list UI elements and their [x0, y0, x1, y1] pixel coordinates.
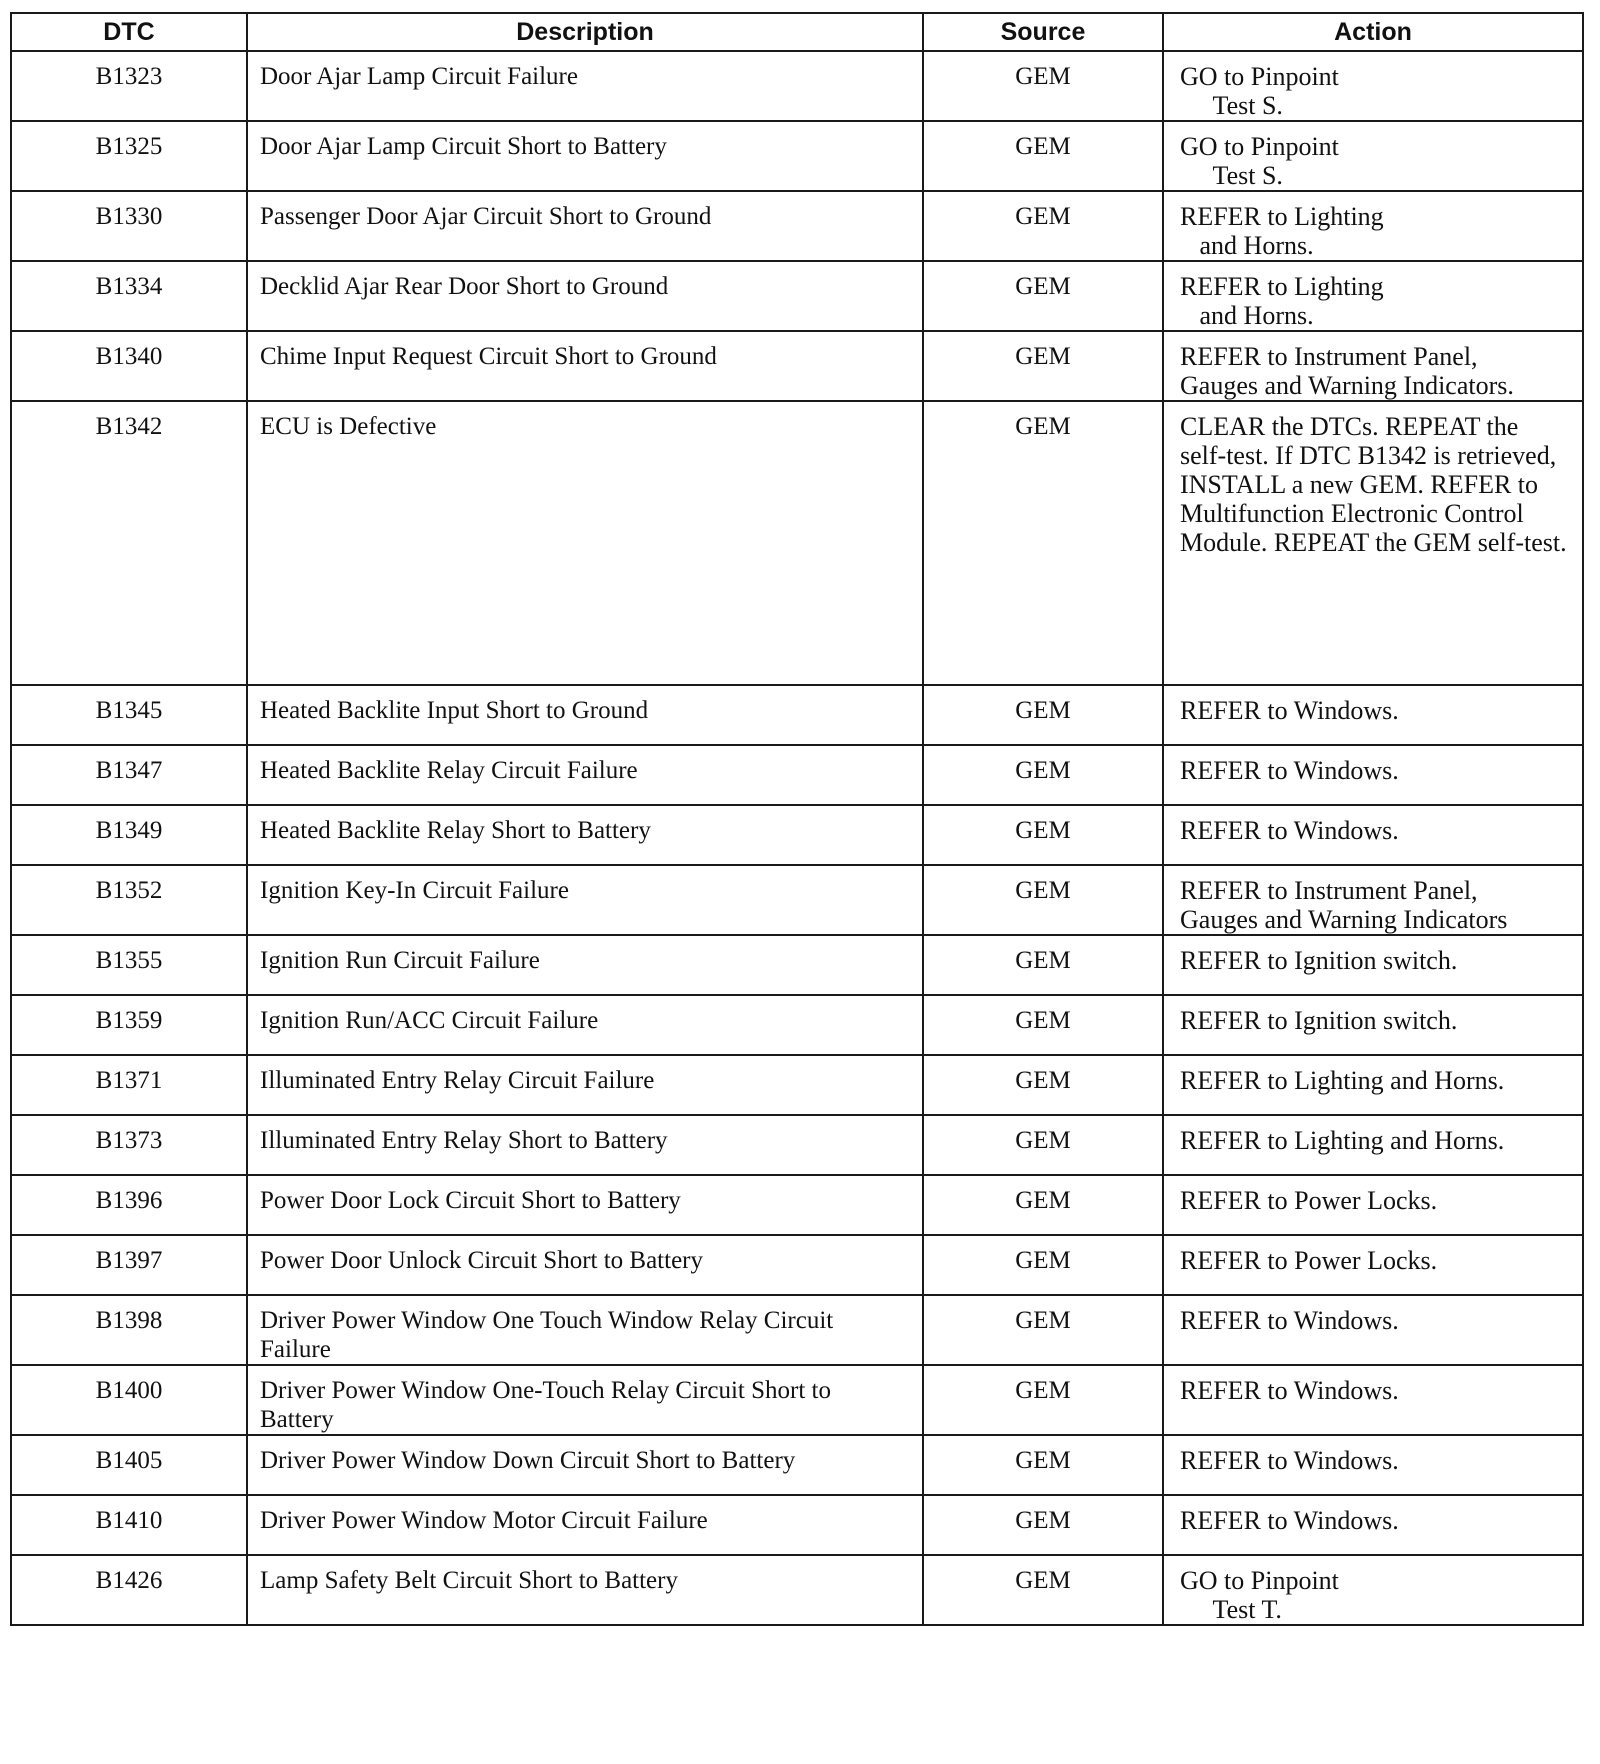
dtc-cell: B1397 [11, 1235, 247, 1295]
dtc-cell: B1410 [11, 1495, 247, 1555]
table-row [11, 1495, 1583, 1555]
dtc-cell: B1400 [11, 1365, 247, 1435]
source-cell: GEM [923, 995, 1163, 1055]
table-row [11, 685, 1583, 745]
action-cell: REFER to Windows. [1163, 1495, 1583, 1555]
dtc-cell: B1330 [11, 191, 247, 261]
source-cell: GEM [923, 121, 1163, 191]
dtc-cell: B1325 [11, 121, 247, 191]
table-row [11, 995, 1583, 1055]
description-cell: Power Door Unlock Circuit Short to Battery [247, 1235, 923, 1295]
dtc-cell: B1396 [11, 1175, 247, 1235]
dtc-cell: B1373 [11, 1115, 247, 1175]
action-cell: REFER to Ignition switch. [1163, 995, 1583, 1055]
table-row [11, 935, 1583, 995]
description-cell: Driver Power Window One Touch Window Relay Circuit Failure [247, 1295, 923, 1365]
table-row [11, 745, 1583, 805]
dtc-cell: B1340 [11, 331, 247, 401]
table-row [11, 1235, 1583, 1295]
table-row [11, 331, 1583, 401]
source-cell: GEM [923, 1115, 1163, 1175]
action-cell: REFER to Power Locks. [1163, 1175, 1583, 1235]
dtc-table [10, 12, 1584, 1626]
header-source: Source [923, 13, 1163, 51]
dtc-cell: B1359 [11, 995, 247, 1055]
action-cell: REFER to Windows. [1163, 805, 1583, 865]
table-row [11, 865, 1583, 935]
action-cell: REFER to Windows. [1163, 745, 1583, 805]
description-cell: Decklid Ajar Rear Door Short to Ground [247, 261, 923, 331]
description-cell: Heated Backlite Input Short to Ground [247, 685, 923, 745]
table-row [11, 401, 1583, 685]
source-cell: GEM [923, 1495, 1163, 1555]
description-cell: Lamp Safety Belt Circuit Short to Battery [247, 1555, 923, 1625]
dtc-cell: B1371 [11, 1055, 247, 1115]
table-row [11, 1055, 1583, 1115]
source-cell: GEM [923, 191, 1163, 261]
description-cell: Illuminated Entry Relay Short to Battery [247, 1115, 923, 1175]
description-cell: Power Door Lock Circuit Short to Battery [247, 1175, 923, 1235]
action-cell: GO to Pinpoint Test S. [1163, 121, 1583, 191]
header-row [11, 13, 1583, 51]
description-cell: Passenger Door Ajar Circuit Short to Ground [247, 191, 923, 261]
source-cell: GEM [923, 1055, 1163, 1115]
action-cell: REFER to Lighting and Horns. [1163, 191, 1583, 261]
action-cell: REFER to Instrument Panel, Gauges and Warning Indicators [1163, 865, 1583, 935]
source-cell: GEM [923, 401, 1163, 685]
source-cell: GEM [923, 1555, 1163, 1625]
table-body [11, 51, 1583, 1625]
action-cell: REFER to Windows. [1163, 1435, 1583, 1495]
description-cell: Illuminated Entry Relay Circuit Failure [247, 1055, 923, 1115]
description-cell: Door Ajar Lamp Circuit Failure [247, 51, 923, 121]
action-cell: GO to Pinpoint Test S. [1163, 51, 1583, 121]
description-cell: Door Ajar Lamp Circuit Short to Battery [247, 121, 923, 191]
action-cell: GO to Pinpoint Test T. [1163, 1555, 1583, 1625]
dtc-cell: B1347 [11, 745, 247, 805]
description-cell: Heated Backlite Relay Short to Battery [247, 805, 923, 865]
source-cell: GEM [923, 805, 1163, 865]
action-cell: REFER to Lighting and Horns. [1163, 261, 1583, 331]
description-cell: Ignition Run Circuit Failure [247, 935, 923, 995]
description-cell: Ignition Run/ACC Circuit Failure [247, 995, 923, 1055]
table-row [11, 1365, 1583, 1435]
source-cell: GEM [923, 331, 1163, 401]
source-cell: GEM [923, 1295, 1163, 1365]
dtc-cell: B1349 [11, 805, 247, 865]
table-header [11, 13, 1583, 51]
description-cell: Chime Input Request Circuit Short to Ground [247, 331, 923, 401]
action-cell: REFER to Power Locks. [1163, 1235, 1583, 1295]
action-cell: REFER to Windows. [1163, 685, 1583, 745]
action-cell: REFER to Lighting and Horns. [1163, 1055, 1583, 1115]
header-description: Description [247, 13, 923, 51]
description-cell: ECU is Defective [247, 401, 923, 685]
table-row [11, 1115, 1583, 1175]
source-cell: GEM [923, 1175, 1163, 1235]
table-row [11, 1175, 1583, 1235]
table-row [11, 1435, 1583, 1495]
dtc-cell: B1355 [11, 935, 247, 995]
dtc-cell: B1352 [11, 865, 247, 935]
dtc-cell: B1334 [11, 261, 247, 331]
action-cell: CLEAR the DTCs. REPEAT the self-test. If DTC B1342 is retrieved, INSTALL a new GEM. REFER to Multifunction Electronic Control Module. REPEAT the GEM self-test. [1163, 401, 1583, 685]
table-row [11, 191, 1583, 261]
action-cell: REFER to Windows. [1163, 1295, 1583, 1365]
description-cell: Driver Power Window Down Circuit Short to Battery [247, 1435, 923, 1495]
source-cell: GEM [923, 865, 1163, 935]
source-cell: GEM [923, 1235, 1163, 1295]
table-row [11, 805, 1583, 865]
description-cell: Heated Backlite Relay Circuit Failure [247, 745, 923, 805]
dtc-cell: B1405 [11, 1435, 247, 1495]
source-cell: GEM [923, 1435, 1163, 1495]
description-cell: Driver Power Window Motor Circuit Failure [247, 1495, 923, 1555]
action-cell: REFER to Windows. [1163, 1365, 1583, 1435]
header-dtc: DTC [11, 13, 247, 51]
table-row [11, 121, 1583, 191]
description-cell: Ignition Key-In Circuit Failure [247, 865, 923, 935]
source-cell: GEM [923, 261, 1163, 331]
source-cell: GEM [923, 1365, 1163, 1435]
dtc-cell: B1426 [11, 1555, 247, 1625]
table-row [11, 51, 1583, 121]
source-cell: GEM [923, 51, 1163, 121]
action-cell: REFER to Ignition switch. [1163, 935, 1583, 995]
action-cell: REFER to Instrument Panel, Gauges and Warning Indicators. [1163, 331, 1583, 401]
table-row [11, 1555, 1583, 1625]
dtc-cell: B1345 [11, 685, 247, 745]
source-cell: GEM [923, 685, 1163, 745]
description-cell: Driver Power Window One-Touch Relay Circuit Short to Battery [247, 1365, 923, 1435]
dtc-cell: B1398 [11, 1295, 247, 1365]
source-cell: GEM [923, 935, 1163, 995]
table-row [11, 261, 1583, 331]
action-cell: REFER to Lighting and Horns. [1163, 1115, 1583, 1175]
table-row [11, 1295, 1583, 1365]
source-cell: GEM [923, 745, 1163, 805]
dtc-cell: B1342 [11, 401, 247, 685]
dtc-cell: B1323 [11, 51, 247, 121]
header-action: Action [1163, 13, 1583, 51]
